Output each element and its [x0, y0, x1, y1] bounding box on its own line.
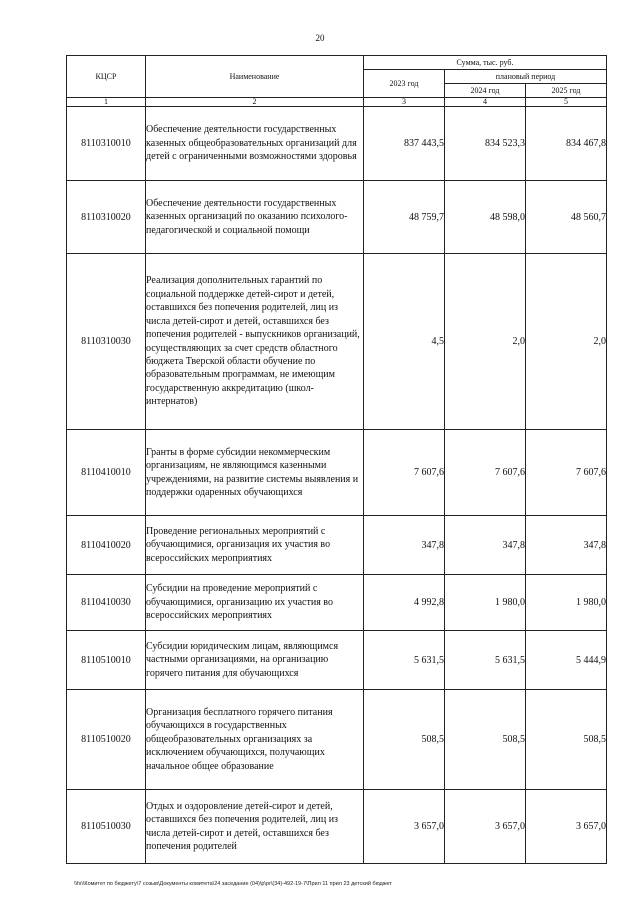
- column-index: 2: [146, 98, 364, 107]
- budget-table: [66, 55, 607, 864]
- row-value-2025: 3 657,0: [526, 790, 607, 864]
- row-code: 8110510010: [67, 631, 146, 690]
- row-value-2024: 48 598,0: [445, 181, 526, 254]
- page-number: 20: [315, 33, 325, 43]
- row-value-2025: 508,5: [526, 690, 607, 790]
- row-value-2025: 1 980,0: [526, 575, 607, 631]
- table-row: [67, 516, 607, 575]
- table-row: [67, 690, 607, 790]
- row-value-2025: 347,8: [526, 516, 607, 575]
- row-code: 8110310010: [67, 107, 146, 181]
- row-code: 8110310020: [67, 181, 146, 254]
- table-row: [67, 107, 607, 181]
- column-index: 4: [445, 98, 526, 107]
- row-code: 8110310030: [67, 254, 146, 430]
- row-value-2024: 1 980,0: [445, 575, 526, 631]
- row-value-2023: 7 607,6: [364, 430, 445, 516]
- row-value-2025: 7 607,6: [526, 430, 607, 516]
- row-code: 8110410020: [67, 516, 146, 575]
- row-value-2023: 5 631,5: [364, 631, 445, 690]
- table-row: [67, 430, 607, 516]
- row-name: Отдых и оздоровление детей-сирот и детей, оставшихся без попечения родителей, лиц из числа детей-сирот и детей, оставшихся без попечения родителей: [146, 790, 364, 864]
- row-name: Обеспечение деятельности государственных казенных общеобразовательных организаций для детей с ограниченными возможностями здоровья: [146, 107, 364, 181]
- column-index: 1: [67, 98, 146, 107]
- row-value-2025: 48 560,7: [526, 181, 607, 254]
- table-row: [67, 254, 607, 430]
- row-value-2023: 837 443,5: [364, 107, 445, 181]
- row-code: 8110410010: [67, 430, 146, 516]
- row-value-2023: 347,8: [364, 516, 445, 575]
- table-row: [67, 181, 607, 254]
- row-name: Обеспечение деятельности государственных казенных организаций по оказанию психолого-педагогической и социальной помощи: [146, 181, 364, 254]
- row-name: Субсидии на проведение мероприятий с обучающимися, организацию их участия во всероссийских мероприятиях: [146, 575, 364, 631]
- row-code: 8110410030: [67, 575, 146, 631]
- row-name: Проведение региональных мероприятий с обучающимися, организация их участия во всероссийских мероприятиях: [146, 516, 364, 575]
- row-value-2023: 4,5: [364, 254, 445, 430]
- row-code: 8110510020: [67, 690, 146, 790]
- header-year-2024: 2024 год: [445, 84, 526, 98]
- row-value-2025: 2,0: [526, 254, 607, 430]
- row-value-2023: 508,5: [364, 690, 445, 790]
- row-value-2024: 508,5: [445, 690, 526, 790]
- header-year-2025: 2025 год: [526, 84, 607, 98]
- column-index: 3: [364, 98, 445, 107]
- table-row: [67, 631, 607, 690]
- row-value-2024: 347,8: [445, 516, 526, 575]
- row-value-2023: 48 759,7: [364, 181, 445, 254]
- row-code: 8110510030: [67, 790, 146, 864]
- column-index: 5: [526, 98, 607, 107]
- row-value-2023: 4 992,8: [364, 575, 445, 631]
- header-year-2023: 2023 год: [364, 70, 445, 98]
- row-value-2025: 834 467,8: [526, 107, 607, 181]
- row-value-2024: 834 523,3: [445, 107, 526, 181]
- header-code: КЦСР: [67, 56, 146, 98]
- table-row: [67, 790, 607, 864]
- row-value-2025: 5 444,9: [526, 631, 607, 690]
- header-name: Наименование: [146, 56, 364, 98]
- header-planned-period: плановый период: [445, 70, 607, 84]
- header-sum: Сумма, тыс. руб.: [364, 56, 607, 70]
- row-name: Гранты в форме субсидии некоммерческим организациям, не являющимся казенными учреждениями, на развитие системы выявления и поддержки одаренных обучающихся: [146, 430, 364, 516]
- row-value-2024: 2,0: [445, 254, 526, 430]
- footer-file-path: \\fs\\Комитет по бюджету\7 созыв\Документы комитета\24 заседание (04)\p\pr\(34)-492-19-7\Прил 11 прил 23 детский бюджет: [74, 881, 392, 887]
- row-value-2024: 3 657,0: [445, 790, 526, 864]
- row-name: Реализация дополнительных гарантий по социальной поддержке детей-сирот и детей, оставшихся без попечения родителей, лиц из числа детей-сирот и детей, оставшихся без попечения родителей - выпускников организаций, осуществляющих за счет средств областного бюджета Тверской области обучение по образовательным программам, не имеющим государственную аккредитацию (школ-интернатов): [146, 254, 364, 430]
- row-value-2023: 3 657,0: [364, 790, 445, 864]
- row-name: Субсидии юридическим лицам, являющимся частными организациями, на организацию горячего питания для обучающихся: [146, 631, 364, 690]
- table-row: [67, 575, 607, 631]
- row-value-2024: 5 631,5: [445, 631, 526, 690]
- row-name: Организация бесплатного горячего питания обучающихся в государственных общеобразовательных организациях за исключением обучающихся, получающих начальное общее образование: [146, 690, 364, 790]
- row-value-2024: 7 607,6: [445, 430, 526, 516]
